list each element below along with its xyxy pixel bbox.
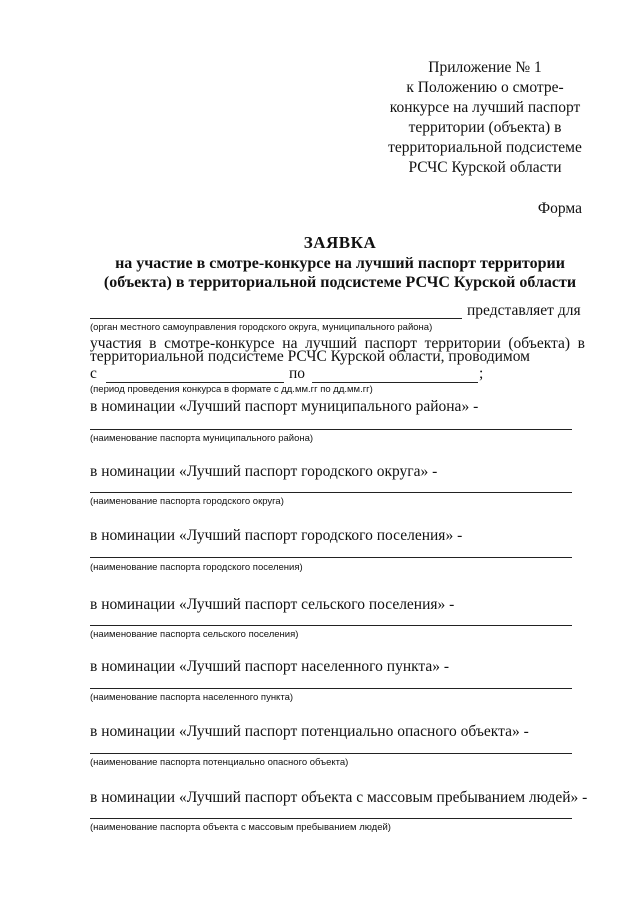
form-label: Форма <box>537 200 582 217</box>
appendix-line: территории (объекта) в <box>408 119 562 136</box>
nomination-mass-stay-object-caption: (наименование паспорта объекта с массовым пребыванием людей) <box>90 822 391 833</box>
nomination-urban-district-caption: (наименование паспорта городского округа) <box>90 496 284 507</box>
represents-label: представляет для <box>467 302 581 319</box>
nomination-rural-settlement-caption: (наименование паспорта сельского поселения) <box>90 629 299 640</box>
period-semicolon: ; <box>479 365 484 382</box>
nomination-mass-stay-object-label: в номинации «Лучший паспорт объекта с массовым пребыванием людей» - <box>90 789 588 806</box>
intro-line-1: участия в смотре-конкурсе на лучший паспорт территории (объекта) в <box>90 335 585 352</box>
nomination-rural-settlement-field[interactable] <box>90 625 572 626</box>
period-from-label: с <box>90 365 97 382</box>
document-title <box>60 232 620 292</box>
nomination-urban-district-label: в номинации «Лучший паспорт городского округа» - <box>90 463 438 480</box>
nomination-hazardous-object-label: в номинации «Лучший паспорт потенциально опасного объекта» - <box>90 723 529 740</box>
organ-name-field[interactable] <box>90 318 462 319</box>
intro-line-2: территориальной подсистеме РСЧС Курской области, проводимом <box>90 348 530 365</box>
period-to-label: по <box>289 365 306 382</box>
appendix-line: к Положению о смотре- <box>406 79 564 96</box>
nomination-municipal-district-field[interactable] <box>90 429 572 430</box>
nomination-mass-stay-object-field[interactable] <box>90 818 572 819</box>
nomination-urban-district-field[interactable] <box>90 492 572 493</box>
organ-caption: (орган местного самоуправления городского округа, муниципального района) <box>90 322 433 333</box>
nomination-municipal-district-caption: (наименование паспорта муниципального района) <box>90 433 314 444</box>
title-main: ЗАЯВКА <box>303 233 377 252</box>
appendix-block <box>380 58 590 178</box>
appendix-line: Приложение № 1 <box>428 59 542 76</box>
nomination-urban-settlement-label: в номинации «Лучший паспорт городского поселения» - <box>90 527 463 544</box>
appendix-line: конкурсе на лучший паспорт <box>389 99 581 116</box>
nomination-locality-label: в номинации «Лучший паспорт населенного пункта» - <box>90 658 450 675</box>
period-from-field[interactable] <box>106 382 284 383</box>
nomination-hazardous-object-caption: (наименование паспорта потенциально опасного объекта) <box>90 757 349 768</box>
nomination-locality-field[interactable] <box>90 688 572 689</box>
nomination-municipal-district-label: в номинации «Лучший паспорт муниципального района» - <box>90 398 479 415</box>
title-subtitle-line-1: на участие в смотре-конкурсе на лучший паспорт территории <box>115 255 565 272</box>
period-to-field[interactable] <box>312 382 478 383</box>
appendix-line: РСЧС Курской области <box>408 159 562 176</box>
period-caption: (период проведения конкурса в формате с дд.мм.гг по дд.мм.гг) <box>90 384 373 395</box>
nomination-rural-settlement-label: в номинации «Лучший паспорт сельского поселения» - <box>90 596 455 613</box>
title-subtitle-line-2: (объекта) в территориальной подсистеме РСЧС Курской области <box>103 274 577 291</box>
nomination-urban-settlement-field[interactable] <box>90 557 572 558</box>
nomination-urban-settlement-caption: (наименование паспорта городского поселения) <box>90 562 303 573</box>
nomination-hazardous-object-field[interactable] <box>90 753 572 754</box>
nomination-locality-caption: (наименование паспорта населенного пункта) <box>90 692 294 703</box>
appendix-line: территориальной подсистеме <box>388 139 582 156</box>
